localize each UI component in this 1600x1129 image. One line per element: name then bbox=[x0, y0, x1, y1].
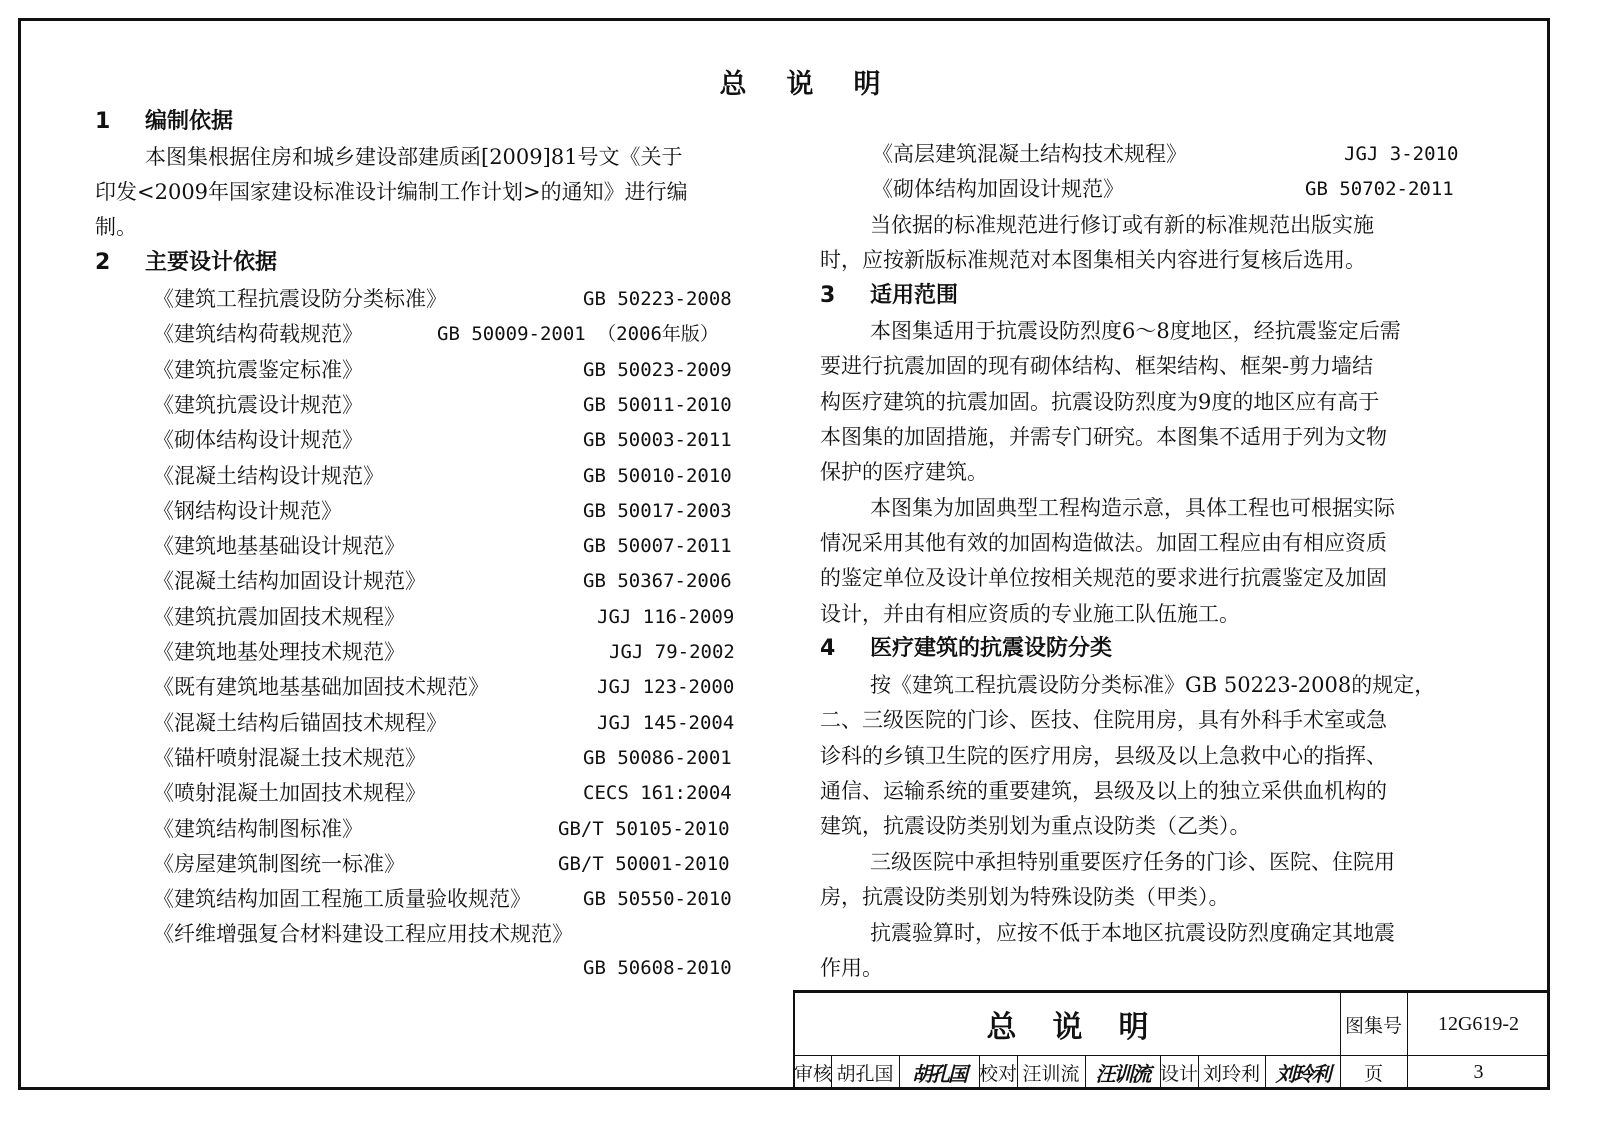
reference-name: 《建筑抗震鉴定标准》 bbox=[153, 357, 363, 382]
reference-name: 《建筑抗震加固技术规程》 bbox=[153, 604, 405, 629]
section-1-title: 编制依据 bbox=[145, 109, 234, 134]
reference-row bbox=[872, 139, 1472, 169]
reference-code: JGJ 79-2002 bbox=[609, 641, 735, 663]
reference-code: JGJ 145-2004 bbox=[597, 711, 735, 734]
reference-code: CECS 161:2004 bbox=[583, 782, 732, 805]
reference-row bbox=[153, 461, 753, 491]
reference-row bbox=[153, 849, 753, 879]
reference-name: 《建筑结构荷载规范》 bbox=[153, 322, 363, 347]
reference-row bbox=[153, 814, 753, 844]
reference-name: 《建筑工程抗震设防分类标准》 bbox=[153, 287, 447, 311]
note-line: 时，应按新版标准规范对本图集相关内容进行复核后选用。 bbox=[820, 248, 1366, 272]
check-label: 校对 bbox=[979, 1062, 1018, 1085]
reference-row bbox=[153, 319, 753, 349]
section-3-line: 设计，并由有相应资质的专业施工队伍施工。 bbox=[820, 602, 1240, 626]
reference-name: 《喷射混凝土加固技术规程》 bbox=[153, 781, 426, 806]
section-1-number: 1 bbox=[95, 109, 111, 134]
section-4-line: 房，抗震设防类别划为特殊设防类（甲类）。 bbox=[820, 885, 1230, 909]
reference-name: 《砌体结构加固设计规范》 bbox=[872, 177, 1124, 201]
page-title: 总说明 bbox=[719, 69, 921, 100]
reference-row bbox=[153, 496, 753, 526]
reference-name: 《建筑地基处理技术规范》 bbox=[153, 640, 405, 664]
reference-row bbox=[872, 174, 1472, 204]
reference-row bbox=[153, 708, 753, 738]
reference-row bbox=[153, 531, 753, 561]
reference-row bbox=[153, 566, 753, 596]
section-2-number: 2 bbox=[95, 250, 111, 275]
section-3-line: 情况采用其他有效的加固构造做法。加固工程应由有相应资质 bbox=[820, 531, 1387, 555]
section-3-title: 适用范围 bbox=[870, 283, 959, 308]
reference-row bbox=[153, 919, 753, 949]
section-2-title: 主要设计依据 bbox=[145, 250, 278, 275]
reference-name: 《建筑地基基础设计规范》 bbox=[153, 534, 405, 559]
section-3-heading bbox=[820, 281, 958, 311]
design-label: 设计 bbox=[1160, 1062, 1199, 1085]
reference-row bbox=[153, 743, 753, 773]
reference-row bbox=[153, 355, 753, 385]
reference-code: GB 50550-2010 bbox=[583, 888, 732, 911]
reference-code: GB 50086-2001 bbox=[583, 746, 732, 769]
reference-row bbox=[153, 884, 753, 914]
reference-row bbox=[153, 284, 753, 314]
title-block-title: 总说明 bbox=[986, 1010, 1185, 1045]
section-3-line: 本图集适用于抗震设防烈度6～8度地区，经抗震鉴定后需 bbox=[870, 319, 1401, 343]
section-4-heading bbox=[820, 634, 1112, 664]
section-4-line: 按《建筑工程抗震设防分类标准》GB 50223-2008的规定， bbox=[870, 673, 1436, 697]
section-3-line: 保护的医疗建筑。 bbox=[820, 460, 988, 484]
section-1-line: 本图集根据住房和城乡建设部建质函[2009]81号文《关于 bbox=[145, 145, 683, 169]
page-number: 3 bbox=[1473, 1060, 1484, 1083]
section-3-number: 3 bbox=[820, 283, 836, 308]
reference-code: GB 50023-2009 bbox=[583, 358, 732, 381]
section-3-line: 的鉴定单位及设计单位按相关规范的要求进行抗震鉴定及加固 bbox=[820, 566, 1387, 590]
title-block-divider bbox=[795, 1055, 1550, 1056]
section-4-line: 建筑，抗震设防类别划为重点设防类（乙类）。 bbox=[820, 814, 1251, 838]
reference-code: GB 50003-2011 bbox=[583, 429, 732, 452]
reference-code: GB 50367-2006 bbox=[583, 570, 732, 593]
atlas-number-label: 图集号 bbox=[1344, 1014, 1402, 1037]
reference-row bbox=[153, 672, 753, 702]
reference-name: 《混凝土结构后锚固技术规程》 bbox=[153, 710, 447, 735]
designer-signature: 刘玲利 bbox=[1275, 1061, 1330, 1086]
section-3-line: 要进行抗震加固的现有砌体结构、框架结构、框架-剪力墙结 bbox=[820, 354, 1374, 378]
reference-name: 《混凝土结构设计规范》 bbox=[153, 463, 384, 488]
title-block bbox=[793, 990, 1550, 1087]
page-label: 页 bbox=[1363, 1062, 1383, 1085]
section-4-number: 4 bbox=[820, 636, 836, 661]
reference-code: GB/T 50105-2010 bbox=[558, 817, 730, 840]
reference-code: GB 50017-2003 bbox=[583, 499, 732, 522]
reference-row bbox=[153, 425, 753, 455]
reference-code: JGJ 116-2009 bbox=[597, 605, 735, 628]
section-3-line: 本图集为加固典型工程构造示意，具体工程也可根据实际 bbox=[870, 496, 1395, 520]
section-4-line: 作用。 bbox=[820, 956, 883, 980]
reviewer-signature: 胡孔国 bbox=[912, 1061, 966, 1086]
note-line: 当依据的标准规范进行修订或有新的标准规范出版实施 bbox=[870, 213, 1374, 237]
reference-row bbox=[153, 390, 753, 420]
reference-name: 《高层建筑混凝土结构技术规程》 bbox=[872, 142, 1187, 166]
reference-row bbox=[153, 602, 753, 632]
checker-signature: 汪训流 bbox=[1095, 1061, 1150, 1086]
reference-name: 《建筑结构制图标准》 bbox=[153, 816, 363, 841]
reference-code: GB 50010-2010 bbox=[583, 464, 732, 487]
reference-name: 《建筑结构加固工程施工质量验收规范》 bbox=[153, 887, 531, 912]
atlas-number: 12G619-2 bbox=[1437, 1012, 1520, 1035]
checker-name: 汪训流 bbox=[1022, 1062, 1080, 1085]
reference-name: 《砌体结构设计规范》 bbox=[153, 428, 363, 453]
designer-name: 刘玲利 bbox=[1202, 1062, 1260, 1085]
reference-name: 《建筑抗震设计规范》 bbox=[153, 392, 363, 417]
reference-name: 《房屋建筑制图统一标准》 bbox=[153, 851, 405, 876]
section-4-line: 抗震验算时，应按不低于本地区抗震设防烈度确定其地震 bbox=[870, 921, 1395, 945]
reference-code: GB 50007-2011 bbox=[583, 535, 732, 558]
reference-code: GB 50608-2010 bbox=[583, 957, 732, 979]
section-4-line: 通信、运输系统的重要建筑，县级及以上的独立采供血机构的 bbox=[820, 779, 1387, 803]
reference-code: GB 50223-2008 bbox=[583, 288, 732, 310]
section-4-line: 三级医院中承担特别重要医疗任务的门诊、医院、住院用 bbox=[870, 850, 1395, 874]
review-label: 审核 bbox=[794, 1062, 833, 1085]
section-1-line: 印发<2009年国家建设标准设计编制工作计划>的通知》进行编 bbox=[95, 180, 688, 204]
reviewer-name: 胡孔国 bbox=[836, 1062, 894, 1085]
section-4-line: 诊科的乡镇卫生院的医疗用房，县级及以上急救中心的指挥、 bbox=[820, 744, 1387, 768]
section-1-line: 制。 bbox=[95, 215, 137, 239]
section-1-heading bbox=[95, 107, 233, 137]
section-3-line: 本图集的加固措施，并需专门研究。本图集不适用于列为文物 bbox=[820, 425, 1387, 449]
section-4-title: 医疗建筑的抗震设防分类 bbox=[870, 636, 1113, 661]
reference-name: 《混凝土结构加固设计规范》 bbox=[153, 569, 426, 594]
reference-name: 《既有建筑地基基础加固技术规范》 bbox=[153, 675, 489, 700]
reference-code: GB/T 50001-2010 bbox=[558, 852, 730, 875]
section-3-line: 构医疗建筑的抗震加固。抗震设防烈度为9度的地区应有高于 bbox=[820, 390, 1380, 414]
reference-row bbox=[153, 778, 753, 808]
reference-code: GB 50011-2010 bbox=[583, 393, 732, 416]
reference-name: 《钢结构设计规范》 bbox=[153, 498, 342, 523]
reference-row bbox=[153, 637, 753, 667]
reference-code: JGJ 3-2010 bbox=[1344, 143, 1459, 165]
section-2-heading bbox=[95, 248, 277, 278]
section-4-line: 二、三级医院的门诊、医技、住院用房，具有外科手术室或急 bbox=[820, 708, 1387, 732]
reference-code: GB 50702-2011 bbox=[1305, 178, 1454, 200]
reference-code: GB 50009-2001 （2006年版） bbox=[437, 323, 719, 346]
reference-name: 《锚杆喷射混凝土技术规范》 bbox=[153, 745, 426, 770]
reference-code: JGJ 123-2000 bbox=[597, 676, 735, 699]
reference-name: 《纤维增强复合材料建设工程应用技术规范》 bbox=[153, 922, 573, 947]
